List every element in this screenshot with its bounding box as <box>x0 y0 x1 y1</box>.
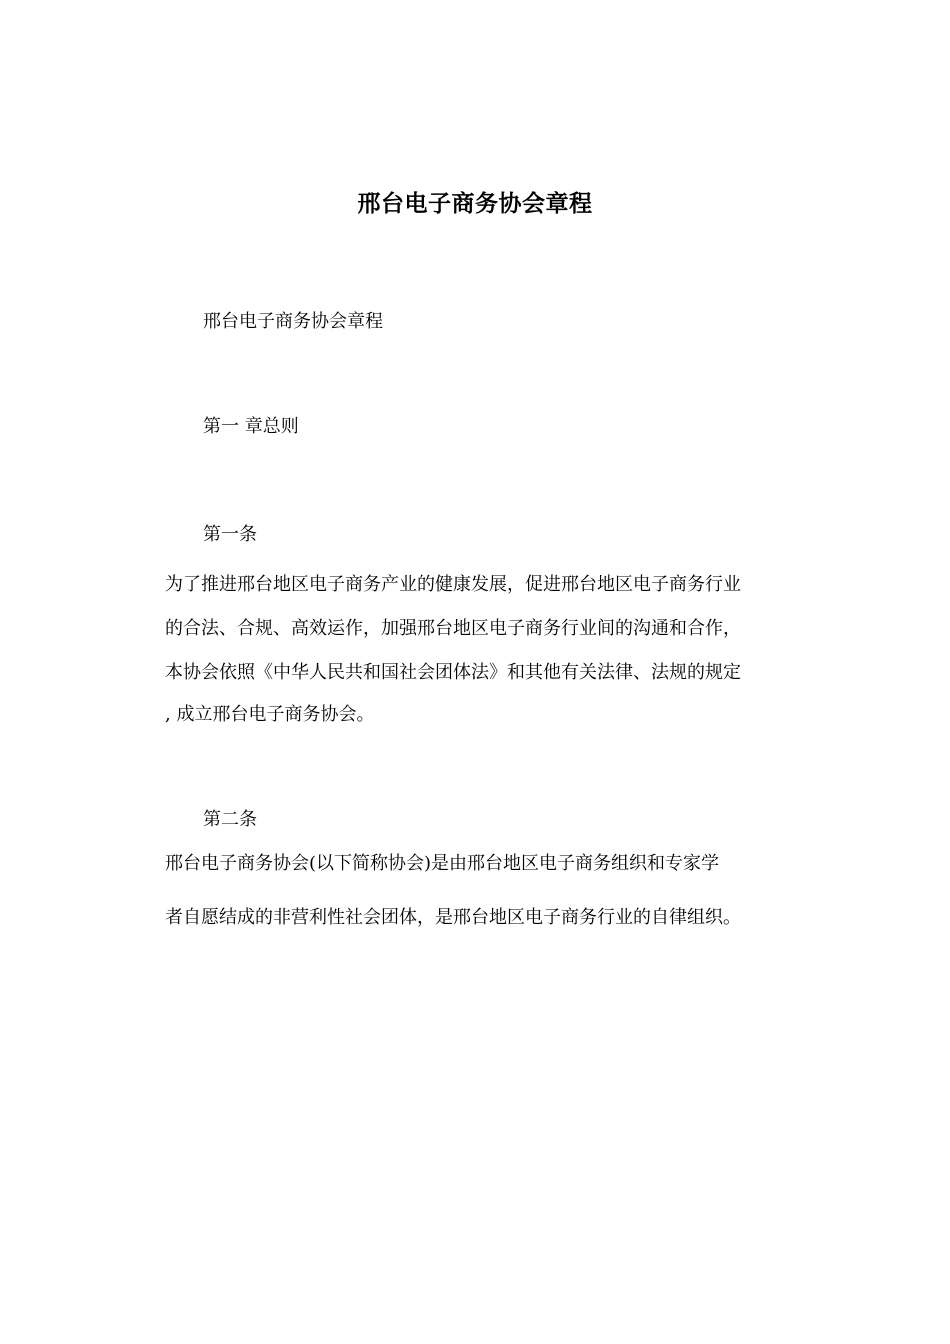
article-1-line: , 成立邢台电子商务协会。 <box>165 704 375 725</box>
article-1-line: 为了推进邢台地区电子商务产业的健康发展，促进邢台地区电子商务行业 <box>165 574 741 595</box>
article-2-heading: 第二条 <box>203 809 257 830</box>
document-title: 邢台电子商务协会章程 <box>357 190 593 217</box>
article-2-line: 邢台电子商务协会(以下简称协会)是由邢台地区电子商务组织和专家学 <box>165 853 720 874</box>
article-1-line: 的合法、合规、高效运作，加强邢台地区电子商务行业间的沟通和合作， <box>165 618 741 639</box>
document-subtitle: 邢台电子商务协会章程 <box>203 311 383 332</box>
chapter-heading: 第一 章总则 <box>203 416 299 437</box>
article-1-heading: 第一条 <box>203 524 257 545</box>
article-1-line: 本协会依照《中华人民共和国社会团体法》和其他有关法律、法规的规定 <box>165 662 741 683</box>
article-2-line: 者自愿结成的非营利性社会团体，是邢台地区电子商务行业的自律组织。 <box>165 907 741 928</box>
